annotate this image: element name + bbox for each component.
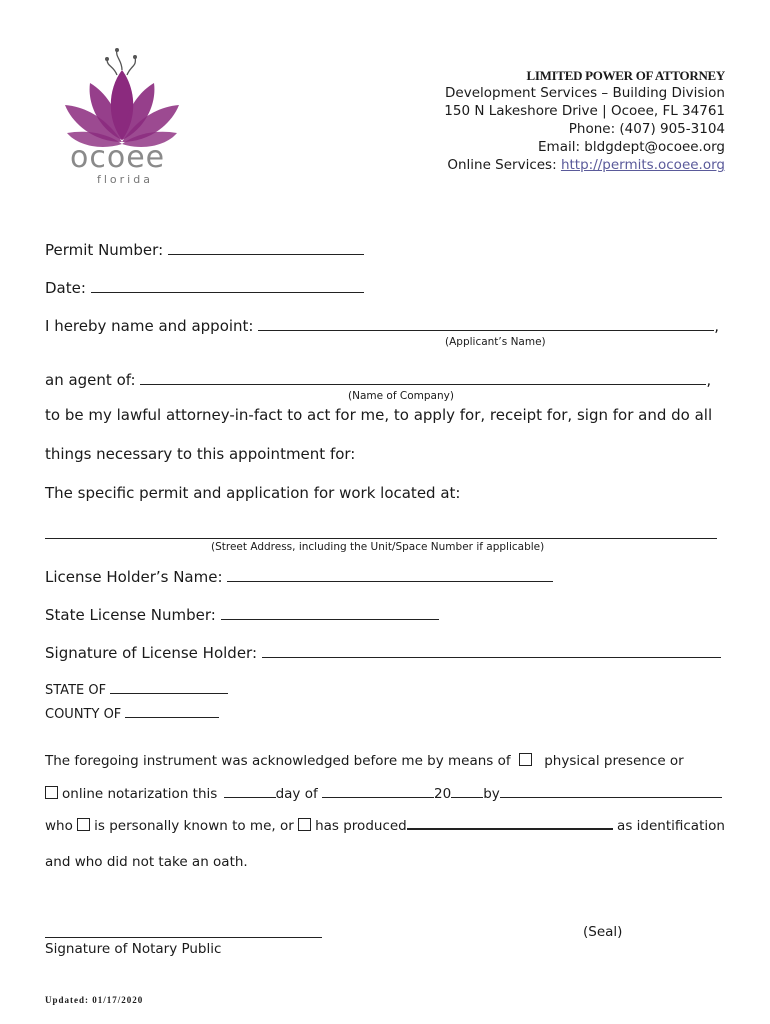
notary-line-3	[45, 818, 725, 834]
state-of-field[interactable]	[110, 692, 228, 694]
by-label: by	[483, 786, 500, 802]
applicant-name-field[interactable]	[258, 329, 714, 331]
logo-wordmark: ocoee	[70, 140, 166, 175]
license-signature-row	[45, 644, 721, 662]
agent-label: an agent of:	[45, 371, 136, 389]
day-of-label: day of	[275, 786, 318, 802]
state-license-label: State License Number:	[45, 606, 216, 624]
notary-text: The foregoing instrument was acknowledged before me by means of	[45, 753, 511, 769]
date-field[interactable]	[91, 291, 364, 293]
as-identification-label: as identification	[617, 818, 725, 834]
permit-number-label: Permit Number:	[45, 241, 164, 259]
comma: ,	[714, 317, 720, 335]
has-produced-label: has produced	[315, 818, 407, 834]
notary-line-4: and who did not take an oath.	[45, 854, 248, 870]
seal-label: (Seal)	[583, 924, 623, 940]
notary-line-2	[45, 786, 722, 802]
notary-line-1	[45, 753, 684, 769]
permit-number-field[interactable]	[168, 253, 364, 255]
online-services-line	[447, 156, 725, 174]
license-holder-label: License Holder’s Name:	[45, 568, 223, 586]
year-field[interactable]	[451, 796, 483, 798]
has-produced-checkbox[interactable]	[298, 818, 311, 831]
license-holder-field[interactable]	[227, 580, 553, 582]
identification-field[interactable]	[407, 827, 613, 830]
county-of-field[interactable]	[125, 716, 219, 718]
date-row	[45, 279, 364, 297]
street-address-caption: (Street Address, including the Unit/Space Number if applicable)	[211, 541, 545, 553]
license-signature-field[interactable]	[262, 656, 721, 658]
license-signature-label: Signature of License Holder:	[45, 644, 258, 662]
appoint-row	[45, 317, 719, 335]
date-label: Date:	[45, 279, 86, 297]
comma: ,	[706, 371, 712, 389]
county-of-row	[45, 707, 219, 722]
department-line: Development Services – Building Division	[445, 85, 725, 101]
personally-known-checkbox[interactable]	[77, 818, 90, 831]
permit-number-row	[45, 241, 364, 259]
physical-presence-checkbox[interactable]	[519, 753, 532, 766]
phone-line: Phone: (407) 905-3104	[568, 121, 725, 137]
applicant-name-caption: (Applicant’s Name)	[445, 336, 546, 348]
updated-date: Updated: 01/17/2020	[45, 995, 144, 1005]
online-notarization-checkbox[interactable]	[45, 786, 58, 799]
month-field[interactable]	[322, 796, 434, 798]
online-services-label: Online Services:	[447, 157, 561, 173]
document-title: LIMITED POWER OF ATTORNEY	[526, 68, 725, 83]
notary-signature-field[interactable]	[45, 936, 322, 938]
authority-text-2: things necessary to this appointment for:	[45, 445, 356, 463]
day-field[interactable]	[224, 796, 276, 798]
online-notarization-label: online notarization this	[62, 786, 218, 802]
street-address-field[interactable]	[45, 537, 717, 539]
address-line: 150 N Lakeshore Drive | Ocoee, FL 34761	[444, 103, 725, 119]
logo-subtitle: florida	[97, 173, 153, 186]
license-holder-row	[45, 568, 553, 586]
state-of-row	[45, 683, 228, 698]
company-name-caption: (Name of Company)	[348, 390, 454, 402]
by-name-field[interactable]	[500, 796, 722, 798]
state-of-label: STATE OF	[45, 683, 107, 698]
notary-signature-label: Signature of Notary Public	[45, 941, 222, 957]
county-of-label: COUNTY OF	[45, 707, 122, 722]
lotus-flower-icon	[55, 45, 190, 155]
appoint-label: I hereby name and appoint:	[45, 317, 254, 335]
agent-row	[45, 371, 711, 389]
who-label: who	[45, 818, 73, 834]
authority-text-1: to be my lawful attorney-in-fact to act for me, to apply for, receipt for, sign for and do all	[45, 406, 713, 424]
personally-known-label: is personally known to me, or	[94, 818, 294, 834]
ocoee-logo	[55, 45, 190, 195]
company-name-field[interactable]	[140, 383, 706, 385]
state-license-row	[45, 606, 439, 624]
permits-link[interactable]: http://permits.ocoee.org	[560, 157, 725, 173]
state-license-field[interactable]	[221, 618, 439, 620]
email-line: Email: bldgdept@ocoee.org	[538, 139, 725, 155]
year-prefix: 20	[434, 786, 452, 802]
location-text: The specific permit and application for work located at:	[45, 484, 461, 502]
physical-presence-label: physical presence or	[544, 753, 684, 769]
